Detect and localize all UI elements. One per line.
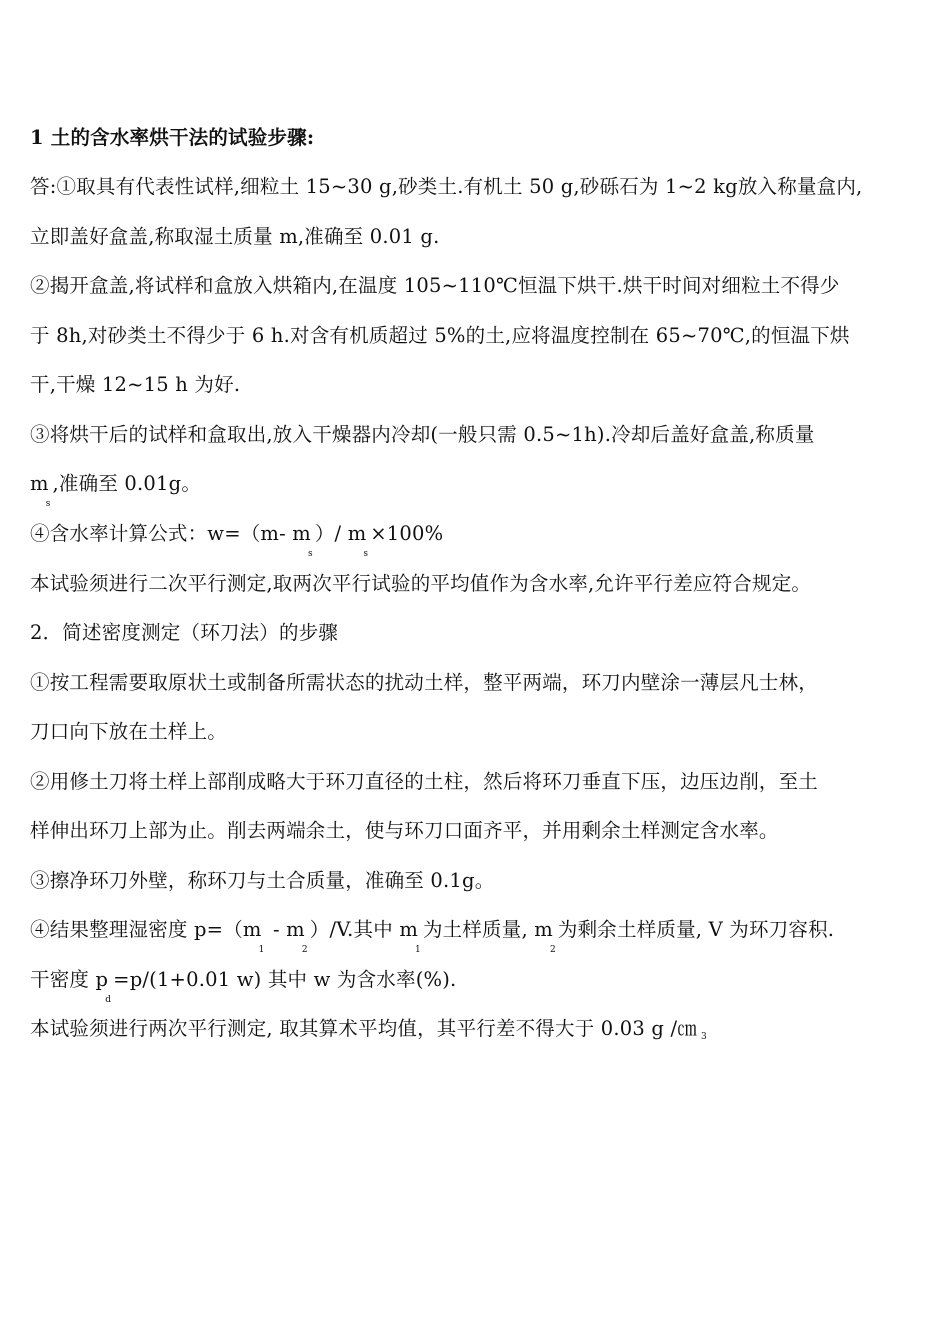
subscript: 2: [301, 945, 308, 955]
mass-symbol: m: [30, 472, 49, 495]
section1-formula: [30, 521, 930, 559]
section2-note: [30, 1016, 930, 1046]
subscript: 1: [258, 945, 265, 955]
subscript: s: [45, 499, 51, 509]
section1-note: 本试验须进行二次平行测定,取两次平行试验的平均值作为含水率,允许平行差应符合规定。: [30, 572, 812, 595]
note-text: 本试验须进行两次平行测定, 取其算术平均值，其平行差不得大于 0.03 g /㎝: [30, 1017, 697, 1040]
section1-title: 1 土的含水率烘干法的试验步骤:: [30, 126, 315, 149]
section1-step2-line1: ②揭开盒盖,将试样和盒放入烘箱内,在温度 105~110℃恒温下烘干.烘干时间对细粒土不得少: [30, 274, 840, 297]
section2-step2-line2: 样伸出环刀上部为止。削去两端余土，使与环刀口面齐平，并用剩余土样测定含水率。: [30, 819, 779, 842]
formula-part: ×100%: [370, 522, 444, 545]
subscript: s: [308, 549, 313, 559]
section1-answer-line2: 立即盖好盒盖,称取湿土质量 m,准确至 0.01 g.: [30, 225, 440, 248]
subscript: 1: [415, 945, 421, 955]
section2-dry-density: [30, 967, 930, 1005]
section2-step3: ③擦净环刀外壁，称环刀与土合质量，准确至 0.1g。: [30, 869, 495, 892]
formula-part: ④含水率计算公式：w=（m- m: [30, 522, 311, 545]
formula-part: 干密度 p: [30, 968, 109, 991]
section1-step3-line2: [30, 471, 930, 509]
formula-part: ④结果整理湿密度 p=（m: [30, 918, 262, 941]
section2-title: 2．简述密度测定（环刀法）的步骤: [30, 621, 339, 644]
section2-step1-line2: 刀口向下放在土样上。: [30, 720, 228, 743]
formula-part: - m: [266, 918, 305, 941]
step3-text: ,准确至 0.01g。: [52, 472, 202, 495]
subscript: d: [105, 995, 112, 1005]
formula-part: 为土样质量, m: [422, 918, 553, 941]
superscript: 3: [700, 1032, 707, 1042]
section2-step4: [30, 917, 930, 955]
section2-step1-line1: ①按工程需要取原状土或制备所需状态的扰动土样，整平两端，环刀内壁涂一薄层凡士林，: [30, 671, 819, 694]
formula-part: =p/(1+0.01 w) 其中 w 为含水率(%).: [113, 968, 457, 991]
section1-step2-line3: 干,干燥 12~15 h 为好.: [30, 373, 241, 396]
formula-part: ）/ m: [314, 522, 367, 545]
formula-part: ）/V.其中 m: [309, 918, 419, 941]
formula-part: 为剩余土样质量, V 为环刀容积.: [557, 918, 835, 941]
subscript: s: [363, 549, 369, 559]
section1-step2-line2: 于 8h,对砂类土不得少于 6 h.对含有机质超过 5%的土,应将温度控制在 65~70℃,的恒温下烘: [30, 324, 850, 347]
section1-answer-line1: 答:①取具有代表性试样,细粒土 15~30 g,砂类土.有机土 50 g,砂砾石为 1~2 kg放入称量盒内,: [30, 175, 863, 198]
section2-step2-line1: ②用修土刀将土样上部削成略大于环刀直径的土柱，然后将环刀垂直下压，边压边削，至土: [30, 770, 819, 793]
section1-step3-line1: ③将烘干后的试样和盒取出,放入干燥器内冷却(一般只需 0.5~1h).冷却后盖好盒盖,称质量: [30, 423, 815, 446]
subscript: 2: [549, 945, 556, 955]
